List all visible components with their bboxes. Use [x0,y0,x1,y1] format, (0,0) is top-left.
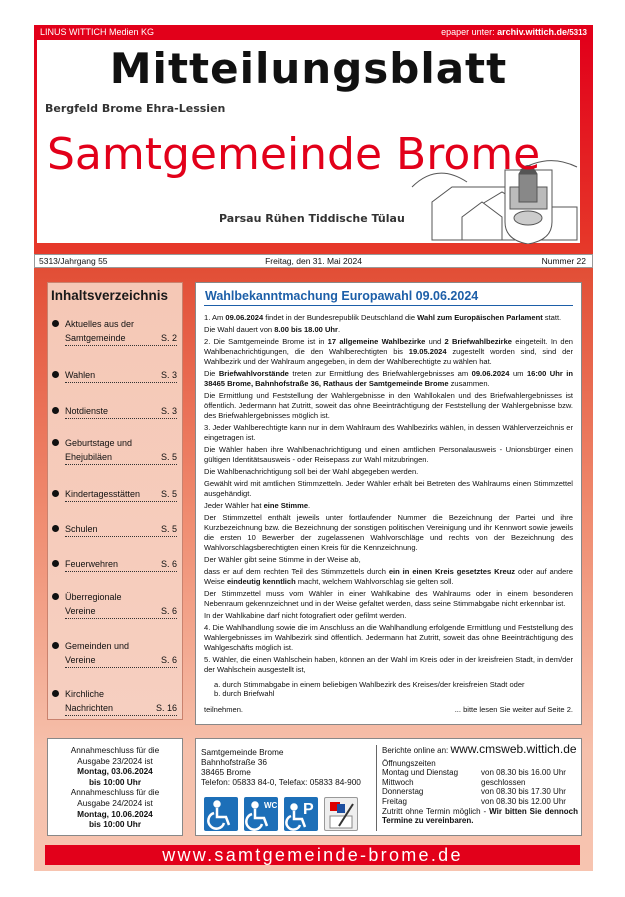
bold-text: eindeutig kenntlich [226,576,296,586]
toc-item[interactable] [52,639,177,668]
article-title: Wahlbekanntmachung Europawahl 09.06.2024 [204,289,573,306]
bold-text: ein in einen Kreis gesetztes Kreuz [388,567,516,577]
toc-item-label: Geburtstage und [65,438,133,448]
toc-title: Inhaltsverzeichnis [51,288,169,303]
article-paragraph [204,391,573,420]
toc-item-page: S. 16 [155,703,177,713]
article-paragraph [204,479,573,499]
toc-item[interactable] [52,368,177,383]
bullet-icon [52,439,59,446]
article-paragraph [204,589,573,609]
contact-box [195,738,582,836]
article-paragraph [204,325,573,335]
hours-day: Mittwoch [382,777,414,787]
toc-item-page: S. 6 [160,559,177,569]
hours-day: Donnerstag [382,787,424,797]
publisher-bar [34,25,593,40]
toc-item-label: Ehejubiläen [65,452,113,462]
toc-item-label: Notdienste [65,406,109,416]
article-paragraph [204,555,573,565]
text: und [425,337,445,347]
deadline-date: Montag, 10.06.2024 [77,808,153,819]
article-paragraph [204,655,573,675]
toc-item-label: Gemeinden und [65,641,130,651]
toc-item-label: Kirchliche [65,689,105,699]
hours-row [382,778,566,788]
hours-note [382,807,578,826]
article-paragraph [204,369,573,389]
text: statt. [542,313,562,322]
parking-label: P [303,801,314,818]
toc-item-page: S. 3 [160,406,177,416]
toc-item-label: Vereine [65,606,96,616]
table-of-contents [47,282,183,720]
article-body [204,313,573,715]
article-paragraph [204,337,573,366]
option-b: b. durch Briefwahl [214,689,275,699]
wc-label: WC [264,801,278,810]
text: Die Wahlbenachrichtigung soll bei der Wahl abgegeben werden. [204,466,419,476]
masthead [34,40,593,254]
epaper-link[interactable] [441,25,587,40]
article-paragraph [204,611,573,621]
bold-text: Wahl zum Europäischen Parlament [417,313,543,322]
toc-item-page: S. 2 [160,333,177,343]
epaper-url[interactable]: archiv.wittich.de [497,27,567,37]
note-bold: Wir bitten Sie dennoch Termine zu vereinbaren. [382,806,578,826]
article-paragraph [204,567,573,587]
bullet-icon [52,371,59,378]
bold-text: 09.06.2024 [225,313,264,322]
publisher-name: LINUS WITTICH Medien KG [40,27,155,37]
article-paragraph [204,313,573,323]
toc-item[interactable] [52,317,177,346]
toc-item-label: Wahlen [65,370,96,380]
deadline-time: bis 10:00 Uhr [88,819,142,830]
closing-text: teilnehmen. [204,705,244,715]
deadline-date: Montag, 03.06.2024 [77,766,153,777]
toc-item-label: Schulen [65,524,98,534]
toc-item-page: S. 6 [160,655,177,665]
bold-text: 16:00 Uhr in 38465 Brome, Bahnhofstraße 36, Rathaus der Samtgemeinde Brome [204,369,574,388]
bold-text: 2 Briefwahlbezirke [444,337,512,347]
bullet-icon [52,690,59,697]
online-url[interactable]: www.cmsweb.wittich.de [450,742,577,756]
option-a: a. durch Stimmabgabe in einem beliebigen Wahlbezirk des Kreises/der kreisfreien Stadt oder [214,679,525,689]
wheelchair-wc-icon [244,797,278,831]
toc-item[interactable] [52,557,177,572]
toc-item-page: S. 5 [160,524,177,534]
masthead-title: Mitteilungsblatt [109,44,508,93]
hours-time: von 08.30 bis 17.30 Uhr [481,787,566,797]
article-paragraph [204,513,573,552]
text: In der Wahlkabine darf nicht fotografiert oder gefilmt werden. [204,610,407,620]
article-paragraph [204,501,573,511]
ec-card-payment-icon [324,797,358,831]
toc-item[interactable] [52,487,177,502]
text: Der Wähler gibt seine Stimme in der Weise ab, [204,554,361,564]
bullet-icon [52,642,59,649]
toc-item-label: Samtgemeinde [65,333,126,343]
bold-text: 09.06.2024 [471,369,510,379]
article [195,282,582,725]
text: um [509,369,527,379]
bold-text: 17 allgemeine Wahlbezirke [327,337,426,347]
toc-item-page: S. 3 [160,370,177,380]
text: dass er auf dem rechten Teil des Stimmzettels durch [204,567,389,577]
text: zusammen. [448,378,490,388]
note-text: Zutritt ohne Termin möglich - [382,806,490,816]
bullet-icon [52,320,59,327]
hours-title: Öffnungszeiten [382,758,436,768]
text: Die Ermittlung und Feststellung der Wahlergebnisse in den Wahllokalen und des Briefwahlergebnisses ist öffentlich. Jedermann hat Zutritt, soweit das ohne Beeinträchtigung der Feststellung der Wahlergebnisse bzw. des Briefwahlergebnisses möglich ist. [204,391,573,420]
text: 4. Die Wahlhandlung sowie die im Anschluss an die Wahlhandlung erfolgende Ermittlung und Feststellung des Wahlergebnisses im Wahlbezirk sind öffentlich. Jedermann hat Zutritt, soweit das ohne Beeinträchtigung des Wahlgeschäfts möglich ist. [204,623,573,652]
online-label: Berichte online an: [382,746,451,755]
deadline-box [47,738,183,836]
divider [376,745,377,831]
bullet-icon [52,407,59,414]
address [201,747,361,787]
bold-text: eine Stimme [263,501,309,511]
hours-time: von 08.30 bis 16.00 Uhr [481,768,566,778]
bullet-icon [52,490,59,497]
toc-item[interactable] [52,590,177,619]
deadline-issue: Ausgabe 24/2024 ist [77,797,153,808]
toc-item-label: Aktuelles aus der [65,319,135,329]
deadline-issue: Ausgabe 23/2024 ist [77,755,153,766]
contact-city: 38465 Brome [201,767,251,777]
text: 2. Die Samtgemeinde Brome ist in [204,337,328,347]
issue-volume: 5313/Jahrgang 55 [39,256,108,266]
article-closing [204,705,573,715]
hours-table [382,768,566,806]
bullet-icon [52,560,59,567]
contact-phone: Telefon: 05833 84-0, Telefax: 05833 84-900 [201,777,361,787]
hours-row [382,797,566,807]
toc-item-page: S. 5 [160,452,177,462]
towns-top: Bergfeld Brome Ehra-Lessien [45,102,226,115]
deadline-label: Annahmeschluss für die [70,787,160,798]
toc-item-label: Überregionale [65,592,122,602]
text: Der Stimmzettel muss vom Wähler in einer Wahlkabine des Wahlraums oder in einem besonderen Nebenraum gekennzeichnet und in der Weise gefaltet werden, dass seine Stimmabgabe nicht erkennbar ist. [204,589,573,608]
article-paragraph [204,423,573,443]
online-reports [382,742,578,756]
text: eingeteilt. In den Wahlbenachrichtigungen, die den Wahlberechtigten bis [204,337,573,357]
issue-number: Nummer 22 [541,256,586,266]
contact-name: Samtgemeinde Brome [201,747,284,757]
opening-hours [382,742,578,826]
deadline-label: Annahmeschluss für die [70,745,160,755]
wheelchair-parking-icon [284,797,318,831]
text: Die Wähler haben ihre Wahlbenachrichtigung und einen amtlichen Personalausweis - Unionsbürger einen gültigen Identitätsausweis - oder Reisepass zur Wahl mitzubringen. [204,444,573,464]
text: Gewählt wird mit amtlichen Stimmzetteln. Jeder Wähler erhält bei Betreten des Wahlraums einen Stimmzettel ausgehändigt. [204,479,573,498]
towns-bottom: Parsau Rühen Tiddische Tülau [219,212,405,225]
text: findet in der Bundesrepublik Deutschland die [263,313,418,322]
website-banner[interactable]: www.samtgemeinde-brome.de [45,845,580,865]
toc-item[interactable] [52,436,177,465]
epaper-suffix: /5313 [566,28,587,37]
issue-info-bar [34,254,593,268]
text: oder auf andere Weise [204,567,573,586]
contact-street: Bahnhofstraße 36 [201,757,267,767]
toc-item-label: Vereine [65,655,96,665]
toc-item[interactable] [52,687,177,716]
hours-day: Freitag [382,796,407,806]
bullet-icon [52,593,59,600]
text: Die [204,369,219,379]
hours-row [382,768,566,778]
toc-item-label: Feuerwehren [65,559,119,569]
text: zugestellt worden sind, sind der Wahlbezirk und der Wahlraum angegeben, in dem der Wahlberechtigte zu wählen hat. [204,347,574,366]
hours-day: Montag und Dienstag [382,768,459,778]
bold-text: 19.05.2024 [408,347,447,357]
bold-text: 8.00 bis 18.00 Uhr [274,325,338,335]
hours-time: geschlossen [481,777,526,787]
issue-date: Freitag, den 31. Mai 2024 [265,256,362,266]
deadline-time: bis 10:00 Uhr [88,776,142,787]
text: treten zur Ermittlung des Briefwahlergebnisses am [288,369,472,379]
bold-text: Briefwahlvorstände [218,369,289,379]
text: . [308,501,311,511]
text: macht, welchem Wahlvorschlag sie gelten soll. [295,576,454,586]
text: . [337,325,341,335]
toc-item-label: Nachrichten [65,703,114,713]
bullet-icon [52,525,59,532]
hours-time: von 08.30 bis 12.00 Uhr [481,796,566,806]
text: Der Stimmzettel enthält jeweils unter fortlaufender Nummer die Bezeichnung der Partei und ihre Kurzbezeichnung bzw. die Bezeichnung der sonstigen politischen Vereinigung und ihr Kennwort sowie jeweils die ersten 10 Bewerber der zugelassenen Wahlvorschläge und rechts von der Bezeichnung des Wahlvorschlagsberechtigten einen Kreis für die Kennzeichnung. [204,513,573,552]
article-paragraph [204,623,573,652]
text: Die Wahl dauert von [204,325,275,335]
article-paragraph [204,445,573,465]
toc-item-page: S. 5 [160,489,177,499]
toc-item[interactable] [52,522,177,537]
hours-row [382,787,566,797]
article-paragraph [204,467,573,477]
text: 1. Am [204,313,226,322]
continue-link: ... bitte lesen Sie weiter auf Seite 2. [454,705,573,715]
text: 3. Jeder Wahlberechtigte kann nur in dem Wahlraum des Wahlbezirks wählen, in dessen Wählerverzeichnis er eingetragen ist. [204,422,573,442]
brand-title: Samtgemeinde Brome [47,129,541,180]
toc-item-label: Kindertagesstätten [65,489,141,499]
toc-item-page: S. 6 [160,606,177,616]
toc-item[interactable] [52,404,177,419]
wheelchair-icon [204,797,238,831]
text: Jeder Wähler hat [204,501,264,511]
text: 5. Wähler, die einen Wahlschein haben, können an der Wahl im Kreis oder in der kreisfreien Stadt, in dem/der der Wahlschein ausgestellt ist, [204,654,573,674]
epaper-label: epaper unter: [441,27,498,37]
